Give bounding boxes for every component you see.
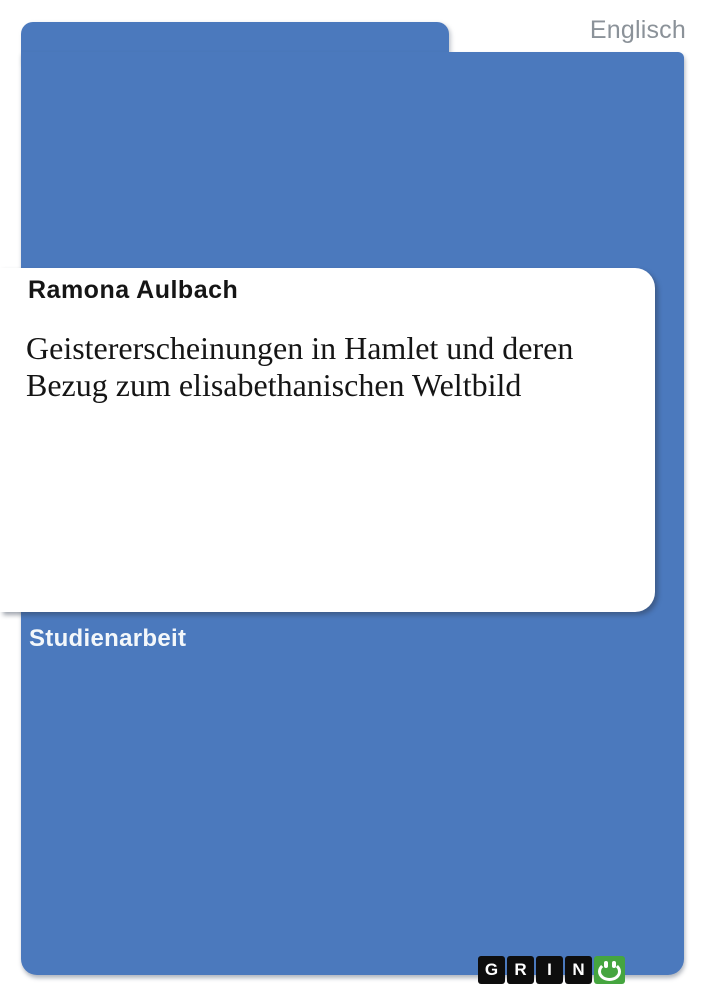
- document-type-label: Studienarbeit: [29, 625, 187, 652]
- logo-tile-i: [536, 956, 563, 984]
- book-title: [26, 330, 626, 404]
- smiley-icon: [594, 956, 625, 984]
- logo-letter-n: N: [572, 960, 585, 979]
- logo-letter-i: I: [547, 960, 552, 979]
- logo-tile-r: [507, 956, 534, 984]
- smiley-mouth: [598, 962, 621, 981]
- language-label: Englisch: [589, 16, 686, 44]
- grin-logo: [478, 956, 625, 984]
- logo-letter-g: G: [484, 960, 499, 979]
- author-name: Ramona Aulbach: [28, 276, 239, 304]
- title-card: [0, 268, 655, 612]
- logo-letter-r: R: [514, 960, 527, 979]
- logo-tile-g: [478, 956, 505, 984]
- logo-tile-n: [565, 956, 592, 984]
- book-title-line-2: Bezug zum elisabethanischen Weltbild: [26, 367, 522, 403]
- book-title-line-1: Geistererscheinungen in Hamlet und deren: [26, 330, 574, 366]
